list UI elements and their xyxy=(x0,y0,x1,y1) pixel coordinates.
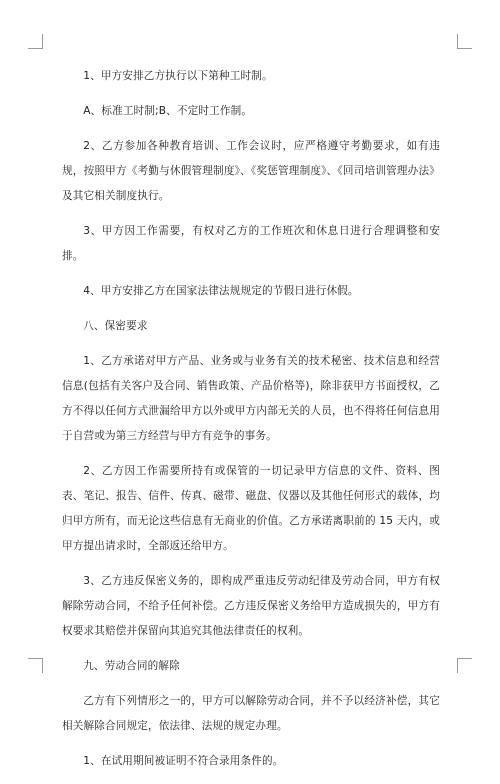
section-heading-confidentiality: 八、保密要求 xyxy=(83,320,148,332)
paragraph-confidentiality-commitment: 1、乙方承诺对甲方产品、业务或与业务有关的技术秘密、技术信息和经营信息(包括有关客户及合同、销售政策、产品价格等)，除非获甲方书面授权，乙方不得以任何方式泄漏给甲方以外或甲方内部无关的人员，也不得将任何信息用于自营或为第三方经营与甲方有竞争的事务。 xyxy=(62,355,440,442)
crop-mark-bottom-right xyxy=(457,658,472,673)
crop-mark-bottom-left xyxy=(28,658,43,673)
document-body xyxy=(62,64,440,784)
section-heading-termination: 九、劳动合同的解除 xyxy=(83,660,180,672)
crop-mark-top-left xyxy=(28,34,43,49)
paragraph-shift-adjustment: 3、甲方因工作需要，有权对乙方的工作班次和休息日进行合理调整和安排。 xyxy=(62,225,440,262)
crop-mark-top-right xyxy=(457,34,472,49)
paragraph-return-materials: 2、乙方因工作需要所持有或保管的一切记录甲方信息的文件、资料、图表、笔记、报告、信件、传真、磁带、磁盘、仪器以及其他任何形式的载体，均归甲方所有，而无论这些信息有无商业的价值。乙方承诺离职前的 15 天内，或甲方提出请求时，全部返还给甲方。 xyxy=(62,465,440,552)
paragraph-probation-failure: 1、在试用期间被证明不符合录用条件的。 xyxy=(83,755,284,767)
paragraph-breach-consequence: 3、乙方违反保密义务的，即构成严重违反劳动纪律及劳动合同，甲方有权解除劳动合同，不给予任何补偿。乙方违反保密义务给甲方造成损失的，甲方有权要求其赔偿并保留向其追究其他法律责任的权利。 xyxy=(62,575,440,637)
paragraph-training-attendance: 2、乙方参加各种教育培训、工作会议时，应严格遵守考勤要求，如有违规，按照甲方《考勤与休假管理制度》、《奖惩管理制度》、《回司培训管理办法》及其它相关制度执行。 xyxy=(62,140,440,202)
paragraph-worktime-options: A、标准工时制;B、不定时工作制。 xyxy=(83,105,253,117)
paragraph-holiday-leave: 4、甲方安排乙方在国家法律法规规定的节假日进行休假。 xyxy=(83,285,359,297)
paragraph-worktime-system: 1、甲方安排乙方执行以下第种工时制。 xyxy=(83,70,273,82)
paragraph-termination-conditions: 乙方有下列情形之一的，甲方可以解除劳动合同，并不予以经济补偿，其它相关解除合同规定，依法律、法规的规定办理。 xyxy=(62,695,440,732)
